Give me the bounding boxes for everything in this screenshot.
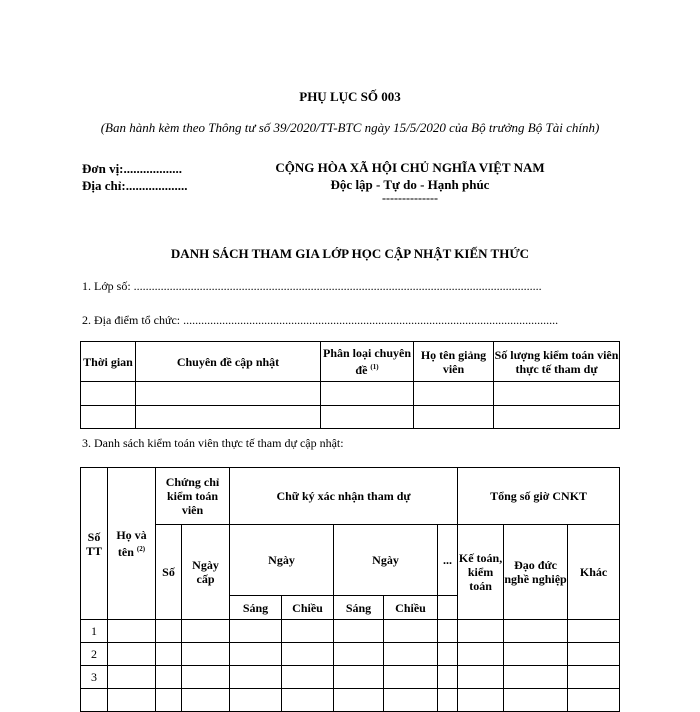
certificate-date-header: Ngày cấp xyxy=(182,525,230,620)
topic-header: Chuyên đề cập nhật xyxy=(136,342,321,382)
table-row xyxy=(81,689,620,712)
afternoon-1-header: Chiều xyxy=(282,596,334,620)
location-field: 2. Địa điểm tổ chức: ............................................................................................................................. xyxy=(82,313,559,327)
topics-table xyxy=(80,341,620,429)
time-header: Thời gian xyxy=(81,342,136,382)
attendee-header-row-1 xyxy=(81,468,620,525)
appendix-title: PHỤ LỤC SỐ 003 xyxy=(299,89,401,104)
section-3-label: 3. Danh sách kiểm toán viên thực tế tham dự cập nhật: xyxy=(82,436,344,450)
full-name-header xyxy=(108,468,156,620)
document-title: DANH SÁCH THAM GIA LỚP HỌC CẬP NHẬT KIẾN THỨC xyxy=(170,246,530,261)
table-row xyxy=(81,620,620,643)
ethics-hours-header: Đạo đức nghề nghiệp xyxy=(504,525,568,620)
day-1-header: Ngày xyxy=(230,525,334,596)
row-number: 3 xyxy=(81,666,108,689)
unit-label: Đơn vị:.................. xyxy=(82,161,183,176)
motto-rule: -------------- xyxy=(382,191,438,205)
morning-1-header: Sáng xyxy=(230,596,282,620)
lecturer-header: Họ tên giảng viên xyxy=(414,342,494,382)
motto: Độc lập - Tự do - Hạnh phúc xyxy=(330,177,490,192)
table-row xyxy=(81,406,620,429)
more-days-header: ... xyxy=(438,525,458,596)
table-row xyxy=(81,382,620,406)
day-2-header: Ngày xyxy=(334,525,438,596)
row-number: 2 xyxy=(81,643,108,666)
category-header xyxy=(321,342,414,382)
address-label: Địa chỉ:................... xyxy=(82,178,188,193)
other-hours-header: Khác xyxy=(568,525,620,620)
signature-header: Chữ ký xác nhận tham dự xyxy=(230,468,458,525)
accounting-hours-header: Kế toán, kiểm toán xyxy=(458,525,504,620)
serial-number-header: Số TT xyxy=(81,468,108,620)
category-note: (1) xyxy=(370,363,379,371)
country-name: CỘNG HÒA XÃ HỘI CHỦ NGHĨA VIỆT NAM xyxy=(275,160,545,175)
issued-note: (Ban hành kèm theo Thông tư số 39/2020/TT-BTC ngày 15/5/2020 của Bộ trưởng Bộ Tài chính) xyxy=(100,120,600,135)
afternoon-2-header: Chiều xyxy=(384,596,438,620)
topics-header-row xyxy=(81,342,620,382)
total-hours-header: Tổng số giờ CNKT xyxy=(458,468,620,525)
attendee-header-row-2 xyxy=(81,525,620,596)
table-row xyxy=(81,643,620,666)
table-row xyxy=(81,666,620,689)
row-number: 1 xyxy=(81,620,108,643)
attendee-count-header: Số lượng kiểm toán viên thực tế tham dự xyxy=(494,342,620,382)
attendee-table xyxy=(80,467,620,712)
full-name-label: Họ và tên xyxy=(116,528,147,559)
morning-2-header: Sáng xyxy=(334,596,384,620)
class-number-field: 1. Lớp số: ........................................................................................................................................ xyxy=(82,279,542,293)
category-header-label: Phân loại chuyên đề xyxy=(322,346,412,377)
certificate-number-header: Số xyxy=(156,525,182,620)
certificate-header: Chứng chỉ kiểm toán viên xyxy=(156,468,230,525)
full-name-note: (2) xyxy=(136,545,146,553)
